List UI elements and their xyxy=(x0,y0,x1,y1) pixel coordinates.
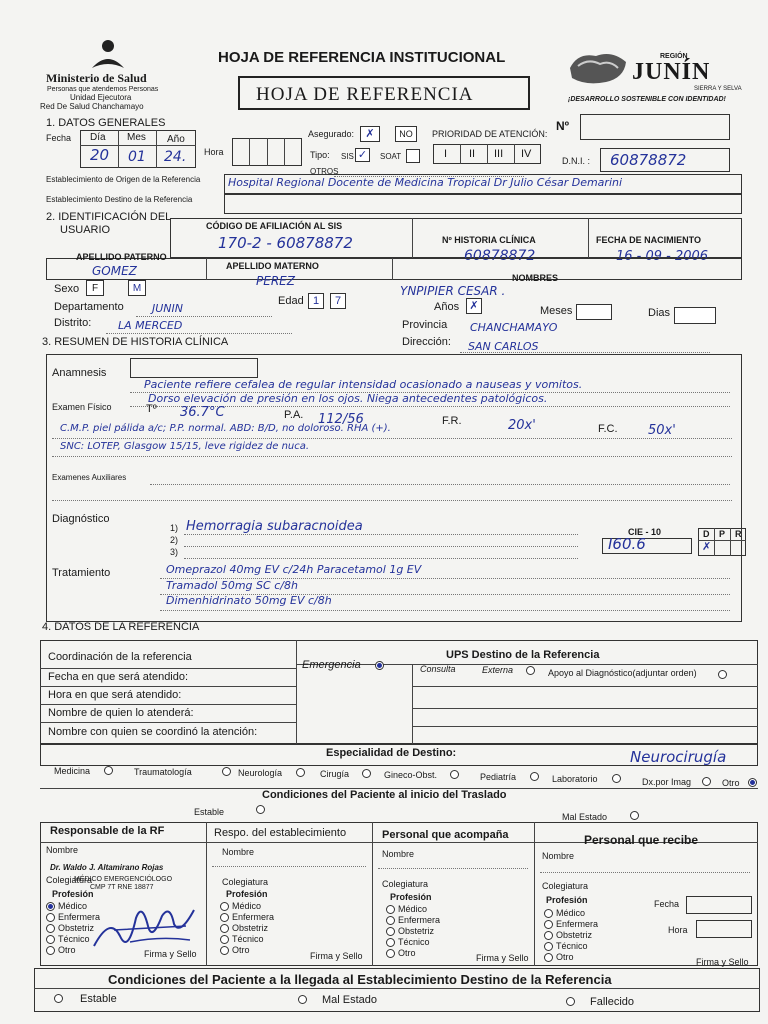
nombre-atendido-label: Nombre de quien lo atenderá: xyxy=(48,707,194,719)
esp-otro-label: Otro xyxy=(722,778,740,788)
arrival-fallecido-radio[interactable] xyxy=(566,997,575,1006)
esp-medicina-radio[interactable] xyxy=(104,766,113,775)
recibe-medico-label: Médico xyxy=(556,908,586,918)
recibe-firma-label: Firma y Sello xyxy=(696,957,749,967)
especialidad-value[interactable]: Neurocirugía xyxy=(630,748,727,766)
rf-colegiatura-label: Colegiatura xyxy=(46,875,93,885)
acomp-otro-label: Otro xyxy=(398,948,416,958)
r-label: R xyxy=(735,529,742,539)
apellido-paterno-value[interactable]: GOMEZ xyxy=(92,264,137,278)
diag-num-3: 3) xyxy=(170,547,179,557)
rf-medico-label: Médico xyxy=(58,901,88,911)
rf-profesion-label: Profesión xyxy=(52,889,94,899)
recibe-profesion-label: Profesión xyxy=(546,895,588,905)
tratamiento-label: Tratamiento xyxy=(52,567,111,579)
rf-obstetriz-label: Obstetriz xyxy=(58,923,95,933)
mes-value[interactable]: 01 xyxy=(128,149,146,165)
section3-title: 3. RESUMEN DE HISTORIA CLÍNICA xyxy=(42,336,229,348)
esp-neuro-label: Neurología xyxy=(238,768,283,778)
apellido-materno-label: APELLIDO MATERNO xyxy=(226,261,319,271)
rf-otro-label: Otro xyxy=(58,945,76,955)
examen-label: Examen Físico xyxy=(52,402,112,412)
anio-label: Año xyxy=(167,134,185,145)
recibe-obstetriz-label: Obstetriz xyxy=(556,930,593,940)
departamento-label: Departamento xyxy=(54,301,124,313)
d-checkbox[interactable]: ✗ xyxy=(702,540,712,553)
externa-radio[interactable] xyxy=(526,666,535,675)
sis-code-value[interactable]: 170-2 - 60878872 xyxy=(218,234,353,252)
destino-box[interactable] xyxy=(224,194,742,214)
acomp-enfermera-label: Enfermera xyxy=(398,915,441,925)
apoyo-label: Apoyo al Diagnóstico(adjuntar orden) xyxy=(548,668,697,678)
esp-cirugia-radio[interactable] xyxy=(362,769,371,778)
prio-3[interactable]: III xyxy=(494,148,504,160)
rf-firma-label: Firma y Sello xyxy=(144,949,197,959)
asegurado-no-checkbox[interactable]: NO xyxy=(395,126,417,142)
d-label: D xyxy=(703,529,710,539)
nombres-value[interactable]: YNPIPIER CESAR . xyxy=(400,284,506,298)
acomp-colegiatura-label: Colegiatura xyxy=(382,879,429,889)
sexo-m-checkbox[interactable]: M xyxy=(128,280,146,296)
edad-digit-1[interactable]: 1 xyxy=(308,293,324,309)
sis-label: SIS xyxy=(341,152,354,161)
recibe-fecha-label: Fecha xyxy=(654,899,680,909)
rf-nombre-label: Nombre xyxy=(46,845,79,855)
provincia-value[interactable]: CHANCHAMAYO xyxy=(470,321,558,334)
region-sub: SIERRA Y SELVA xyxy=(694,86,742,92)
soat-checkbox[interactable] xyxy=(406,149,420,163)
departamento-value[interactable]: JUNIN xyxy=(152,302,183,315)
arrival-title: Condiciones del Paciente a la llegada al Establecimiento Destino de la Referencia xyxy=(108,972,612,987)
fr-value[interactable]: 20x' xyxy=(508,418,536,433)
section1-title: 1. DATOS GENERALES xyxy=(46,117,166,129)
nombre-coordino-label: Nombre con quien se coordinó la atención: xyxy=(48,726,258,738)
esp-neuro-radio[interactable] xyxy=(296,768,305,777)
edad-label: Edad xyxy=(278,295,304,307)
acomp-medico-radio[interactable] xyxy=(386,905,395,914)
sis-checkbox[interactable]: ✓ xyxy=(355,148,370,162)
esp-dximag-radio[interactable] xyxy=(702,777,711,786)
rf-enfermera-label: Enfermera xyxy=(58,912,101,922)
nombres-label: NOMBRES xyxy=(512,273,559,283)
anio-value[interactable]: 24. xyxy=(164,149,187,165)
hc-value[interactable]: 60878872 xyxy=(464,248,536,264)
anamnesis-line1[interactable]: Paciente refiere cefalea de regular intensidad ocasionado a nauseas y vomitos. xyxy=(144,378,583,391)
est-tecnico-label: Técnico xyxy=(232,934,264,944)
recibe-tecnico-label: Técnico xyxy=(556,941,588,951)
tratamiento-line1[interactable]: Omeprazol 40mg EV c/24h Paracetamol 1g EV xyxy=(166,563,422,576)
recibe-medico-radio[interactable] xyxy=(544,909,553,918)
apellido-materno-value[interactable]: PEREZ xyxy=(256,274,295,288)
acomp-enfermera-radio[interactable] xyxy=(386,916,395,925)
esp-cirugia-label: Cirugía xyxy=(320,769,350,779)
prioridad-label: PRIORIDAD DE ATENCIÓN: xyxy=(432,129,548,139)
section4-title: 4. DATOS DE LA REFERENCIA xyxy=(42,621,200,633)
esp-laboratorio-label: Laboratorio xyxy=(552,774,598,784)
est-medico-label: Médico xyxy=(232,901,262,911)
cie10-label: CIE - 10 xyxy=(628,527,662,537)
est-otro-radio[interactable] xyxy=(220,946,229,955)
esp-pediatria-radio[interactable] xyxy=(530,772,539,781)
mal-estado-radio[interactable] xyxy=(630,811,639,820)
acompana-header: Personal que acompaña xyxy=(382,829,509,841)
acomp-obstetriz-label: Obstetriz xyxy=(398,926,435,936)
tratamiento-line2[interactable]: Tramadol 50mg SC c/8h xyxy=(166,579,298,592)
stamp-role: MÉDICO EMERGENCIÓLOGO xyxy=(74,876,173,883)
recibe-enfermera-label: Enfermera xyxy=(556,919,599,929)
asegurado-si-checkbox[interactable]: ✗ xyxy=(360,126,380,142)
condiciones-title: Condiciones del Paciente al inicio del Traslado xyxy=(262,789,507,801)
mal-estado-label: Mal Estado xyxy=(562,812,608,822)
unit-label: Unidad Ejecutora xyxy=(70,93,132,102)
esp-gineco-label: Gineco-Obst. xyxy=(384,770,438,780)
prio-2[interactable]: II xyxy=(469,148,476,160)
temp-value[interactable]: 36.7°C xyxy=(180,405,225,420)
soat-label: SOAT xyxy=(380,152,402,161)
fc-value[interactable]: 50x' xyxy=(648,423,676,438)
est-obstetriz-radio[interactable] xyxy=(220,924,229,933)
est-enfermera-radio[interactable] xyxy=(220,913,229,922)
origen-label: Establecimiento de Origen de la Referencia xyxy=(46,175,201,184)
arrival-fallecido-label: Fallecido xyxy=(590,996,635,1008)
externa-label: Externa xyxy=(482,665,514,675)
provincia-label: Provincia xyxy=(402,319,448,331)
arrival-estable-label: Estable xyxy=(80,993,117,1005)
region-small: REGIÓN xyxy=(660,53,688,60)
est-nombre-label: Nombre xyxy=(222,847,255,857)
tipo-label: Tipo: xyxy=(310,150,330,160)
diag-num-1: 1) xyxy=(170,523,179,533)
esp-pediatria-label: Pediatría xyxy=(480,772,517,782)
est-firma-label: Firma y Sello xyxy=(310,951,363,961)
section2-title-b: USUARIO xyxy=(60,224,111,236)
direccion-label: Dirección: xyxy=(402,336,451,348)
prio-4[interactable]: IV xyxy=(521,148,532,160)
hora-atendido-label: Hora en que será atendido: xyxy=(48,689,182,701)
exam-line2[interactable]: SNC: LOTEP, Glasgow 15/15, leve rigidez de nuca. xyxy=(60,441,310,452)
esp-laboratorio-radio[interactable] xyxy=(612,774,621,783)
apoyo-radio[interactable] xyxy=(718,670,727,679)
birth-label: FECHA DE NACIMIENTO xyxy=(596,235,702,245)
est-obstetriz-label: Obstetriz xyxy=(232,923,269,933)
dia-value[interactable]: 20 xyxy=(90,146,110,164)
acomp-tecnico-radio[interactable] xyxy=(386,938,395,947)
sexo-f-checkbox[interactable]: F xyxy=(86,280,104,296)
rf-enfermera-radio[interactable] xyxy=(46,913,55,922)
recibe-header: Personal que recibe xyxy=(584,833,699,847)
rf-obstetriz-radio[interactable] xyxy=(46,924,55,933)
esp-otro-radio[interactable] xyxy=(748,778,757,787)
p-label: P xyxy=(719,529,726,539)
estable-radio[interactable] xyxy=(256,805,265,814)
hc-label: Nº HISTORIA CLÍNICA xyxy=(442,235,536,245)
recibe-fecha-box[interactable] xyxy=(686,896,752,914)
esp-trauma-label: Traumatología xyxy=(134,767,192,777)
emergencia-label: Emergencia xyxy=(302,659,361,671)
signature xyxy=(90,896,200,954)
distrito-value[interactable]: LA MERCED xyxy=(118,319,183,332)
recibe-nombre-label: Nombre xyxy=(542,851,575,861)
fecha-atendido-label: Fecha en que será atendido: xyxy=(48,671,189,683)
est-enfermera-label: Enfermera xyxy=(232,912,275,922)
dni-value[interactable]: 60878872 xyxy=(610,151,687,169)
fc-label: F.C. xyxy=(598,423,618,435)
recibe-tecnico-radio[interactable] xyxy=(544,942,553,951)
otros-label: OTROS xyxy=(310,167,339,176)
est-tecnico-radio[interactable] xyxy=(220,935,229,944)
est-colegiatura-label: Colegiatura xyxy=(222,877,269,887)
temp-label: Tº xyxy=(146,403,157,415)
fr-label: F.R. xyxy=(442,415,462,427)
esp-gineco-radio[interactable] xyxy=(450,770,459,779)
diagnostico-label: Diagnóstico xyxy=(52,513,110,525)
pa-label: P.A. xyxy=(284,409,304,421)
anamnesis-label: Anamnesis xyxy=(52,367,107,379)
est-otro-label: Otro xyxy=(232,945,250,955)
recibe-obstetriz-radio[interactable] xyxy=(544,931,553,940)
estable-label: Estable xyxy=(194,807,225,817)
form-box-title: HOJA DE REFERENCIA xyxy=(238,76,530,110)
exam-line1[interactable]: C.M.P. piel pálida a/c; P.P. normal. ABD: B/D, no doloroso. RHA (+). xyxy=(60,423,391,434)
resp-est-header: Respo. del establecimiento xyxy=(214,827,347,839)
rf-tecnico-label: Técnico xyxy=(58,934,90,944)
destino-label: Establecimiento Destino de la Referencia xyxy=(46,195,193,204)
est-medico-radio[interactable] xyxy=(220,902,229,911)
dni-label: D.N.I. : xyxy=(562,156,591,166)
direccion-value[interactable]: SAN CARLOS xyxy=(468,340,539,353)
stamp-name: Dr. Waldo J. Altamirano Rojas xyxy=(50,863,164,872)
acomp-obstetriz-radio[interactable] xyxy=(386,927,395,936)
apellido-paterno-label: APELLIDO PATERNO xyxy=(76,252,167,262)
coordinacion-label: Coordinación de la referencia xyxy=(48,651,192,663)
numero-label: Nº xyxy=(556,119,570,133)
region-logo xyxy=(566,48,630,88)
hora-label: Hora xyxy=(204,147,224,157)
est-profesion-label: Profesión xyxy=(226,889,268,899)
emergencia-radio[interactable] xyxy=(375,661,384,670)
acomp-medico-label: Médico xyxy=(398,904,428,914)
consulta-label: Consulta xyxy=(420,664,456,674)
asegurado-label: Asegurado: xyxy=(308,129,355,139)
stamp-cmp: CMP 7T RNE 18877 xyxy=(90,884,154,891)
rf-medico-radio[interactable] xyxy=(46,902,55,911)
acomp-otro-radio[interactable] xyxy=(386,949,395,958)
prio-1[interactable]: I xyxy=(444,148,448,160)
acomp-tecnico-label: Técnico xyxy=(398,937,430,947)
form-title: HOJA DE REFERENCIA INSTITUCIONAL xyxy=(218,49,506,66)
anios-label: Años xyxy=(434,301,460,313)
distrito-label: Distrito: xyxy=(54,317,92,329)
pa-value[interactable]: 112/56 xyxy=(318,412,364,427)
arrival-estable-radio[interactable] xyxy=(54,994,63,1003)
dias-label: Dias xyxy=(648,307,671,319)
anamnesis-line2[interactable]: Dorso elevación de presión en los ojos. Niega antecedentes patológicos. xyxy=(148,392,548,405)
resp-rf-header: Responsable de la RF xyxy=(50,825,165,837)
recibe-otro-label: Otro xyxy=(556,952,574,962)
edad-digit-2[interactable]: 7 xyxy=(330,293,346,309)
esp-dximag-label: Dx.por Imag xyxy=(642,777,692,787)
especialidad-title: Especialidad de Destino: xyxy=(326,747,457,759)
acomp-profesion-label: Profesión xyxy=(390,892,432,902)
dias-box[interactable] xyxy=(674,307,716,324)
diag-num-2: 2) xyxy=(170,535,179,545)
birth-value[interactable]: 16 - 09 - 2006 xyxy=(616,249,709,264)
section2-title-a: 2. IDENTIFICACIÓN DEL xyxy=(46,211,172,223)
region-slogan: ¡DESARROLLO SOSTENIBLE CON IDENTIDAD! xyxy=(568,96,726,103)
sexo-label: Sexo xyxy=(54,283,80,295)
recibe-hora-box[interactable] xyxy=(696,920,752,938)
acomp-firma-label: Firma y Sello xyxy=(476,953,529,963)
anios-checkbox[interactable]: ✗ xyxy=(466,298,482,314)
meses-box[interactable] xyxy=(576,304,612,320)
tratamiento-line3[interactable]: Dimenhidrinato 50mg EV c/8h xyxy=(166,594,332,607)
auxiliares-label: Examenes Auxiliares xyxy=(52,473,127,482)
cie10-value[interactable]: I60.6 xyxy=(608,535,646,553)
dia-label: Día xyxy=(90,132,106,143)
rf-otro-radio[interactable] xyxy=(46,946,55,955)
meses-label: Meses xyxy=(540,305,573,317)
numero-box[interactable] xyxy=(580,114,730,140)
region-name: JUNÍN xyxy=(632,59,711,85)
recibe-enfermera-radio[interactable] xyxy=(544,920,553,929)
recibe-hora-label: Hora xyxy=(668,925,688,935)
arrival-mal-estado-label: Mal Estado xyxy=(322,994,378,1006)
sis-code-label: CÓDIGO DE AFILIACIÓN AL SIS xyxy=(206,221,343,231)
acomp-nombre-label: Nombre xyxy=(382,849,415,859)
recibe-otro-radio[interactable] xyxy=(544,953,553,962)
fecha-label: Fecha xyxy=(46,133,72,143)
diagnostico-1-value[interactable]: Hemorragia subaracnoidea xyxy=(186,519,363,534)
ups-title: UPS Destino de la Referencia xyxy=(446,649,600,661)
rf-tecnico-radio[interactable] xyxy=(46,935,55,944)
ministry-title: Ministerio de Salud xyxy=(46,71,147,85)
recibe-colegiatura-label: Colegiatura xyxy=(542,881,589,891)
mes-label: Mes xyxy=(127,132,146,143)
ministry-logo xyxy=(88,38,128,72)
esp-trauma-radio[interactable] xyxy=(222,767,231,776)
ministry-subtitle: Personas que atendemos Personas xyxy=(47,86,159,93)
arrival-mal-estado-radio[interactable] xyxy=(298,995,307,1004)
network-label: Red De Salud Chanchamayo xyxy=(40,102,144,111)
esp-medicina-label: Medicina xyxy=(54,766,91,776)
origen-value[interactable]: Hospital Regional Docente de Medicina Tropical Dr Julio César Demarini xyxy=(228,176,623,189)
